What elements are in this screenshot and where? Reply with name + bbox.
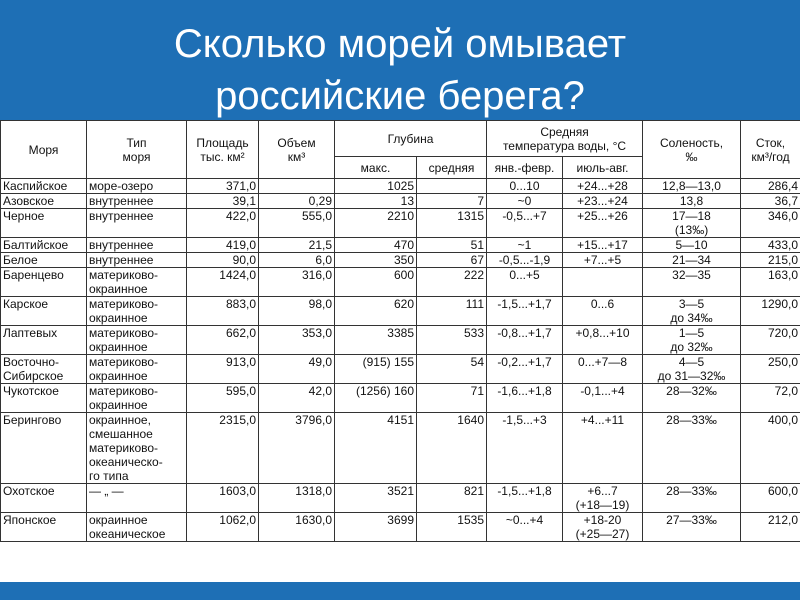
cell-depth-avg: 7	[417, 194, 487, 209]
cell-volume: 21,5	[259, 238, 335, 253]
cell-temp-jan: -0,5...+7	[487, 209, 563, 238]
cell-sea: Азовское	[1, 194, 87, 209]
cell-salinity: 28—33‰	[643, 484, 741, 513]
header-depth-avg: средняя	[417, 157, 487, 179]
cell-sea: Чукотское	[1, 384, 87, 413]
cell-depth-avg: 1640	[417, 413, 487, 484]
cell-type: материково- окраинное	[87, 326, 187, 355]
header-temp-jan: янв.-февр.	[487, 157, 563, 179]
cell-temp-jan: -1,5...+3	[487, 413, 563, 484]
cell-area: 1062,0	[187, 513, 259, 542]
cell-salinity: 28—32‰	[643, 384, 741, 413]
cell-depth-avg: 1535	[417, 513, 487, 542]
cell-runoff: 1290,0	[741, 297, 800, 326]
cell-temp-jan: -0,8...+1,7	[487, 326, 563, 355]
cell-sea: Охотское	[1, 484, 87, 513]
cell-type: внутреннее	[87, 238, 187, 253]
cell-volume: 1318,0	[259, 484, 335, 513]
header-depth: Глубина	[335, 121, 487, 157]
cell-depth-avg: 222	[417, 268, 487, 297]
cell-type: внутреннее	[87, 253, 187, 268]
cell-area: 1424,0	[187, 268, 259, 297]
cell-salinity: 17—18 (13‰)	[643, 209, 741, 238]
header-depth-max: макс.	[335, 157, 417, 179]
header-type: Тип моря	[87, 121, 187, 179]
cell-temp-jul: -0,1...+4	[563, 384, 643, 413]
cell-temp-jan: ~0...+4	[487, 513, 563, 542]
cell-area: 662,0	[187, 326, 259, 355]
cell-depth-max: 2210	[335, 209, 417, 238]
table-row	[1, 297, 800, 326]
cell-depth-avg	[417, 179, 487, 194]
cell-runoff: 433,0	[741, 238, 800, 253]
cell-depth-max: (1256) 160	[335, 384, 417, 413]
cell-runoff: 163,0	[741, 268, 800, 297]
cell-runoff: 212,0	[741, 513, 800, 542]
cell-type: материково- окраинное	[87, 384, 187, 413]
cell-sea: Берингово	[1, 413, 87, 484]
table-row	[1, 253, 800, 268]
cell-area: 39,1	[187, 194, 259, 209]
cell-temp-jan: -1,5...+1,7	[487, 297, 563, 326]
cell-temp-jan: -0,2...+1,7	[487, 355, 563, 384]
cell-sea: Лаптевых	[1, 326, 87, 355]
cell-runoff: 346,0	[741, 209, 800, 238]
cell-type: внутреннее	[87, 194, 187, 209]
cell-temp-jan: -1,6...+1,8	[487, 384, 563, 413]
cell-area: 595,0	[187, 384, 259, 413]
header-salinity: Соленость, ‰	[643, 121, 741, 179]
cell-depth-avg: 1315	[417, 209, 487, 238]
cell-salinity: 4—5 до 31—32‰	[643, 355, 741, 384]
cell-temp-jul: +18-20 (+25—27)	[563, 513, 643, 542]
seas-table-container	[0, 120, 800, 582]
cell-type: материково- окраинное	[87, 355, 187, 384]
cell-temp-jan: 0...+5	[487, 268, 563, 297]
cell-temp-jul: +6...7 (+18—19)	[563, 484, 643, 513]
cell-depth-avg: 533	[417, 326, 487, 355]
cell-volume: 1630,0	[259, 513, 335, 542]
cell-depth-max: 13	[335, 194, 417, 209]
cell-salinity: 28—33‰	[643, 413, 741, 484]
cell-temp-jul: +7...+5	[563, 253, 643, 268]
seas-table	[0, 120, 800, 542]
cell-type: окраинное, смешанное материково- океаническо- го типа	[87, 413, 187, 484]
table-row	[1, 413, 800, 484]
cell-area: 371,0	[187, 179, 259, 194]
cell-volume: 555,0	[259, 209, 335, 238]
cell-salinity: 27—33‰	[643, 513, 741, 542]
cell-depth-max: 3699	[335, 513, 417, 542]
cell-depth-max: 350	[335, 253, 417, 268]
header-volume: Объем км³	[259, 121, 335, 179]
table-row	[1, 384, 800, 413]
cell-area: 90,0	[187, 253, 259, 268]
cell-depth-avg: 51	[417, 238, 487, 253]
cell-type: море-озеро	[87, 179, 187, 194]
cell-depth-avg: 821	[417, 484, 487, 513]
cell-type: материково- окраинное	[87, 297, 187, 326]
cell-volume: 42,0	[259, 384, 335, 413]
cell-temp-jul: +4...+11	[563, 413, 643, 484]
cell-depth-max: 4151	[335, 413, 417, 484]
cell-sea: Балтийское	[1, 238, 87, 253]
table-row	[1, 209, 800, 238]
cell-volume	[259, 179, 335, 194]
table-row	[1, 355, 800, 384]
cell-salinity: 21—34	[643, 253, 741, 268]
bottom-bar	[0, 582, 800, 600]
cell-volume: 316,0	[259, 268, 335, 297]
cell-runoff: 720,0	[741, 326, 800, 355]
cell-depth-max: 600	[335, 268, 417, 297]
cell-sea: Белое	[1, 253, 87, 268]
cell-sea: Карское	[1, 297, 87, 326]
cell-volume: 49,0	[259, 355, 335, 384]
cell-runoff: 286,4	[741, 179, 800, 194]
cell-runoff: 36,7	[741, 194, 800, 209]
cell-salinity: 13,8	[643, 194, 741, 209]
header-area: Площадь тыс. км²	[187, 121, 259, 179]
cell-sea: Восточно- Сибирское	[1, 355, 87, 384]
cell-temp-jul: +25...+26	[563, 209, 643, 238]
table-row	[1, 179, 800, 194]
cell-area: 913,0	[187, 355, 259, 384]
cell-depth-max: 470	[335, 238, 417, 253]
cell-temp-jul: +23...+24	[563, 194, 643, 209]
cell-depth-max: 3521	[335, 484, 417, 513]
header-temp: Средняя температура воды, °С	[487, 121, 643, 157]
header-sea: Моря	[1, 121, 87, 179]
cell-depth-avg: 67	[417, 253, 487, 268]
cell-volume: 6,0	[259, 253, 335, 268]
cell-temp-jul: 0...+7—8	[563, 355, 643, 384]
cell-temp-jan: ~0	[487, 194, 563, 209]
cell-area: 422,0	[187, 209, 259, 238]
cell-runoff: 250,0	[741, 355, 800, 384]
cell-runoff: 400,0	[741, 413, 800, 484]
cell-temp-jan: 0...10	[487, 179, 563, 194]
cell-salinity: 32—35	[643, 268, 741, 297]
cell-runoff: 600,0	[741, 484, 800, 513]
cell-depth-max: 620	[335, 297, 417, 326]
cell-type: окраинное океаническое	[87, 513, 187, 542]
cell-type: внутреннее	[87, 209, 187, 238]
cell-temp-jul	[563, 268, 643, 297]
cell-area: 2315,0	[187, 413, 259, 484]
cell-depth-avg: 54	[417, 355, 487, 384]
cell-volume: 98,0	[259, 297, 335, 326]
slide-title-line2: российские берега?	[215, 74, 585, 118]
cell-runoff: 215,0	[741, 253, 800, 268]
header-runoff: Сток, км³/год	[741, 121, 800, 179]
cell-salinity: 12,8—13,0	[643, 179, 741, 194]
cell-depth-avg: 111	[417, 297, 487, 326]
table-row	[1, 268, 800, 297]
cell-volume: 353,0	[259, 326, 335, 355]
cell-volume: 0,29	[259, 194, 335, 209]
cell-salinity: 5—10	[643, 238, 741, 253]
cell-area: 419,0	[187, 238, 259, 253]
cell-temp-jul: +24...+28	[563, 179, 643, 194]
cell-type: материково- окраинное	[87, 268, 187, 297]
cell-sea: Черное	[1, 209, 87, 238]
table-row	[1, 194, 800, 209]
table-row	[1, 326, 800, 355]
cell-depth-max: 3385	[335, 326, 417, 355]
cell-depth-max: (915) 155	[335, 355, 417, 384]
cell-type: — „ —	[87, 484, 187, 513]
cell-temp-jan: ~1	[487, 238, 563, 253]
table-row	[1, 513, 800, 542]
seas-table-body	[1, 179, 800, 542]
cell-sea: Баренцево	[1, 268, 87, 297]
slide-title	[0, 18, 800, 122]
cell-salinity: 1—5 до 32‰	[643, 326, 741, 355]
cell-runoff: 72,0	[741, 384, 800, 413]
cell-sea: Японское	[1, 513, 87, 542]
cell-temp-jan: -0,5...-1,9	[487, 253, 563, 268]
cell-area: 883,0	[187, 297, 259, 326]
header-temp-jul: июль-авг.	[563, 157, 643, 179]
cell-sea: Каспийское	[1, 179, 87, 194]
cell-depth-max: 1025	[335, 179, 417, 194]
cell-temp-jul: 0...6	[563, 297, 643, 326]
cell-temp-jul: +15...+17	[563, 238, 643, 253]
cell-temp-jul: +0,8...+10	[563, 326, 643, 355]
cell-depth-avg: 71	[417, 384, 487, 413]
cell-volume: 3796,0	[259, 413, 335, 484]
cell-temp-jan: -1,5...+1,8	[487, 484, 563, 513]
cell-salinity: 3—5 до 34‰	[643, 297, 741, 326]
table-row	[1, 484, 800, 513]
slide-title-line1: Сколько морей омывает	[173, 22, 627, 66]
cell-area: 1603,0	[187, 484, 259, 513]
table-row	[1, 238, 800, 253]
